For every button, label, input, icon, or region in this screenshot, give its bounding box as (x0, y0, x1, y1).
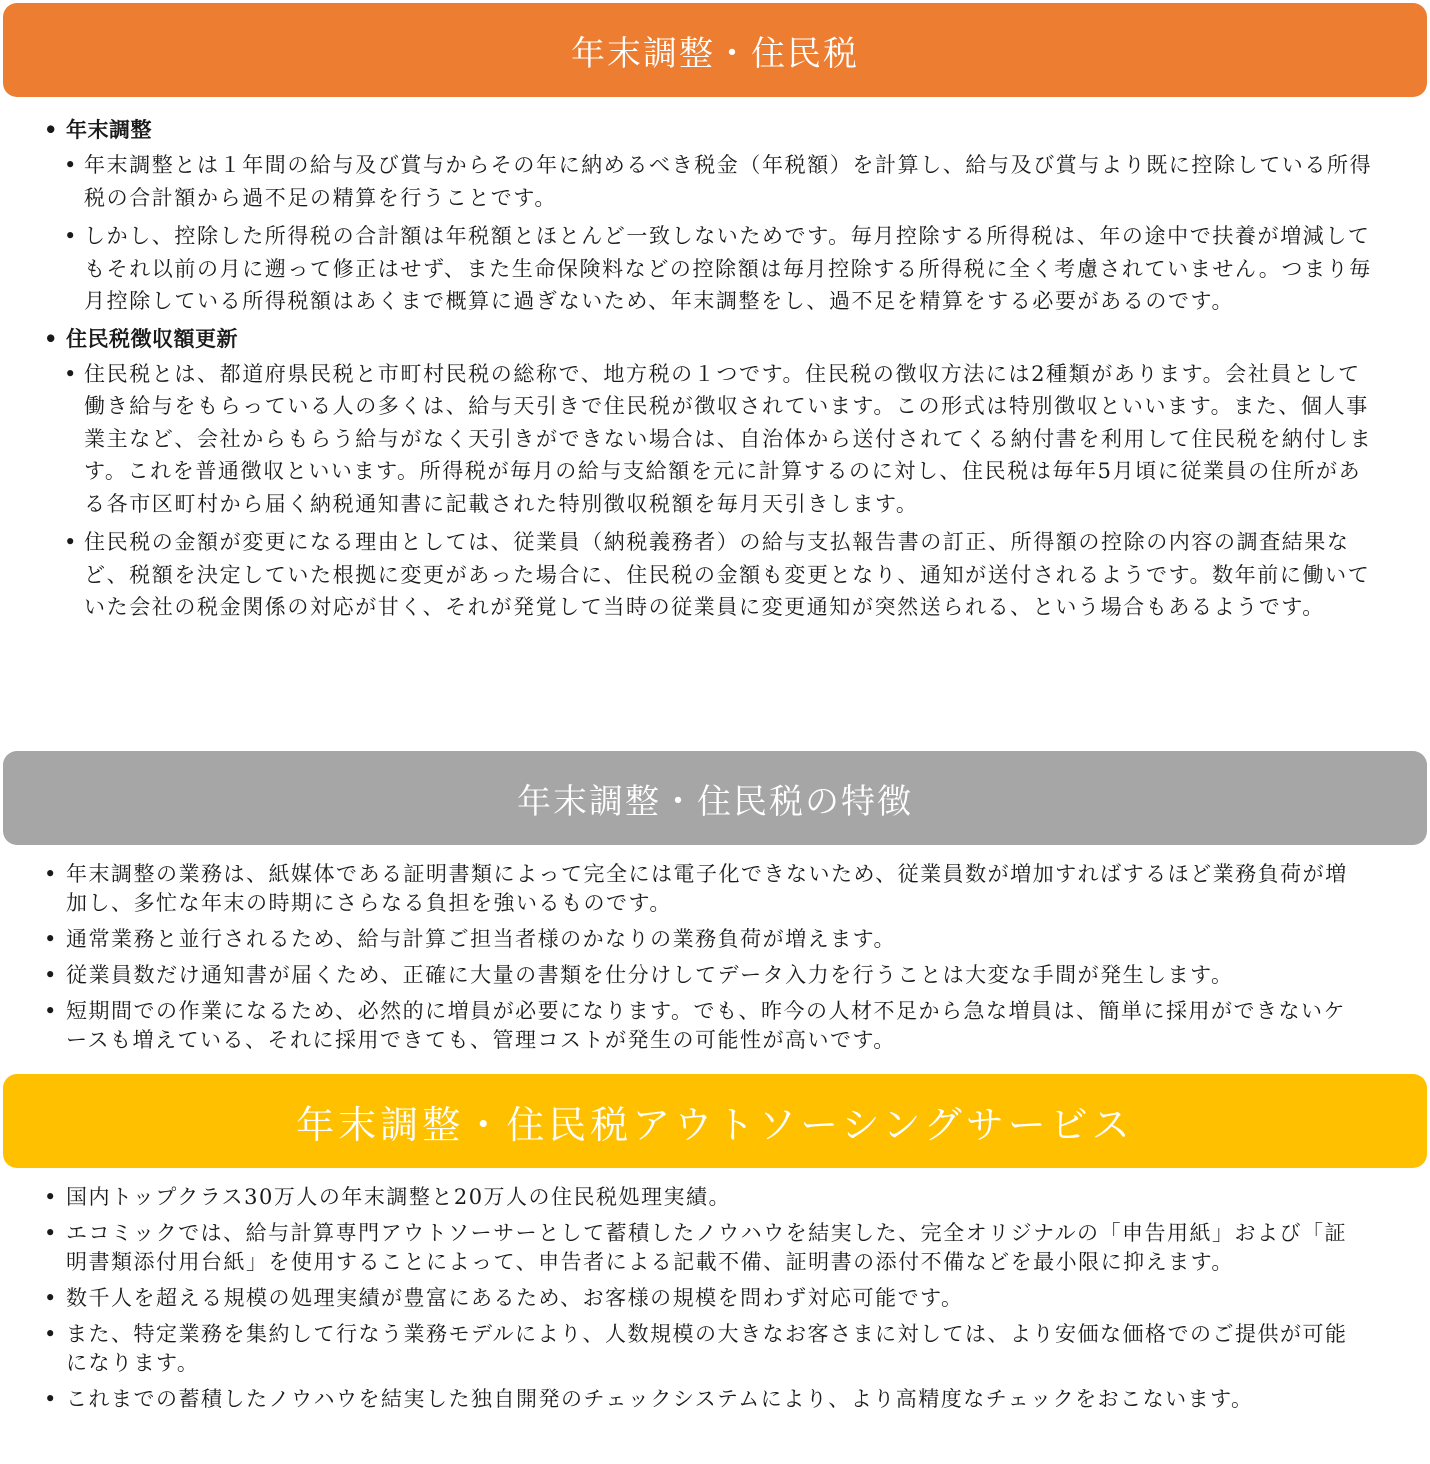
section-banner-year-end-resident-tax (3, 3, 1427, 97)
resident-tax-heading: • 住民税徴収額更新 (0, 324, 1430, 353)
section-banner-outsourcing (3, 1074, 1427, 1168)
feature-item-2: • 通常業務と並行されるため、給与計算ご担当者様のかなりの業務負荷が増えます。 (0, 925, 1430, 954)
outsourcing-item-2: • エコミックでは、給与計算専門アウトソーサーとして蓄積したノウハウを結実した、完全オリジナルの「申告用紙」および「証明書類添付用台紙」を使用することによって、申告者による記載不備、証明書の添付不備などを最小限に抑えます。 (0, 1219, 1430, 1277)
outsourcing-item-3: • 数千人を超える規模の処理実績が豊富にあるため、お客様の規模を問わず対応可能です。 (0, 1284, 1430, 1313)
year-end-item-1: • 年末調整とは１年間の給与及び賞与からその年に納めるべき税金（年税額）を計算し、給与及び賞与より既に控除している所得税の合計額から過不足の精算を行うことです。 (0, 149, 1430, 214)
banner-title: 年末調整・住民税アウトソーシングサービス (296, 1102, 1134, 1147)
section-banner-features (3, 751, 1427, 845)
outsourcing-item-5: • これまでの蓄積したノウハウを結実した独自開発のチェックシステムにより、より高精度なチェックをおこないます。 (0, 1385, 1430, 1414)
section-year-end-resident-tax (0, 112, 1430, 630)
features-list (0, 860, 1430, 1055)
feature-item-4: • 短期間での作業になるため、必然的に増員が必要になります。でも、昨今の人材不足から急な増員は、簡単に採用ができないケースも増えている、それに採用できても、管理コストが発生の可能性が高いです。 (0, 997, 1430, 1055)
banner-title: 年末調整・住民税 (571, 33, 859, 74)
feature-item-3: • 従業員数だけ通知書が届くため、正確に大量の書類を仕分けしてデータ入力を行うことは大変な手間が発生します。 (0, 961, 1430, 990)
outsourcing-item-1: • 国内トップクラス30万人の年末調整と20万人の住民税処理実績。 (0, 1183, 1430, 1212)
outsourcing-item-4: • また、特定業務を集約して行なう業務モデルにより、人数規模の大きなお客さまに対しては、より安価な価格でのご提供が可能になります。 (0, 1320, 1430, 1378)
section-outsourcing (0, 1183, 1430, 1421)
resident-tax-item-2: • 住民税の金額が変更になる理由としては、従業員（納税義務者）の給与支払報告書の訂正、所得額の控除の内容の調査結果など、税額を決定していた根拠に変更があった場合に、住民税の金額も変更となり、通知が送付されるようです。数年前に働いていた会社の税金関係の対応が甘く、それが発覚して当時の従業員に変更通知が突然送られる、という場合もあるようです。 (0, 526, 1430, 624)
feature-item-1: • 年末調整の業務は、紙媒体である証明書類によって完全には電子化できないため、従業員数が増加すればするほど業務負荷が増加し、多忙な年末の時期にさらなる負担を強いるものです。 (0, 860, 1430, 918)
year-end-list (0, 115, 1430, 624)
section-features (0, 860, 1430, 1062)
year-end-heading: • 年末調整 (0, 115, 1430, 144)
banner-title: 年末調整・住民税の特徴 (517, 781, 913, 822)
resident-tax-item-1: • 住民税とは、都道府県民税と市町村民税の総称で、地方税の１つです。住民税の徴収方法には2種類があります。会社員として働き給与をもらっている人の多くは、給与天引きで住民税が徴収されています。この形式は特別徴収といいます。また、個人事業主など、会社からもらう給与がなく天引きができない場合は、自治体から送付されてくる納付書を利用して住民税を納付します。これを普通徴収といいます。所得税が毎月の給与支給額を元に計算するのに対し、住民税は毎年5月頃に従業員の住所がある各市区町村から届く納税通知書に記載された特別徴収税額を毎月天引きします。 (0, 358, 1430, 521)
year-end-item-2: • しかし、控除した所得税の合計額は年税額とほとんど一致しないためです。毎月控除する所得税は、年の途中で扶養が増減してもそれ以前の月に遡って修正はせず、また生命保険料などの控除額は毎月控除する所得税に全く考慮されていません。つまり毎月控除している所得税額はあくまで概算に過ぎないため、年末調整をし、過不足を精算をする必要があるのです。 (0, 220, 1430, 318)
outsourcing-list (0, 1183, 1430, 1414)
